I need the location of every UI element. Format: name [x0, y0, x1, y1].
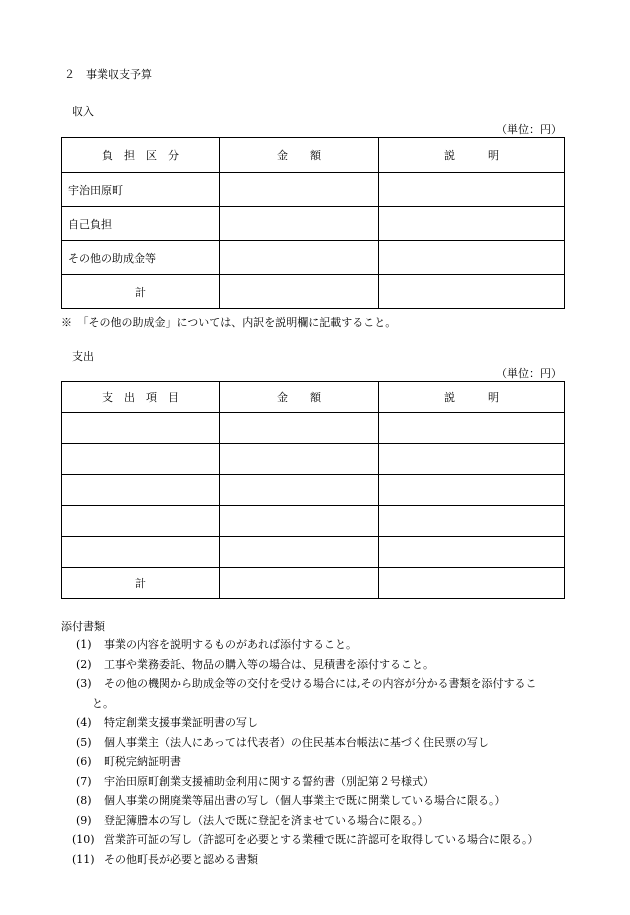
expense-total-description-cell[interactable] — [379, 568, 565, 599]
list-item-text: 個人事業主（法人にあっては代表者）の住民基本台帳法に基づく住民票の写し — [104, 735, 489, 749]
list-item-number: (1) — [76, 638, 92, 651]
expense-header-item: 支 出 項 目 — [62, 382, 220, 413]
expense-total-label: 計 — [62, 568, 220, 599]
list-item-number: (2) — [76, 657, 92, 671]
expense-item-cell[interactable] — [62, 506, 220, 537]
list-item-text: その他町長が必要と認める書類 — [104, 852, 258, 866]
expense-row — [62, 475, 565, 506]
income-total-row — [62, 275, 565, 309]
expense-description-cell[interactable] — [379, 506, 565, 537]
expense-item-cell[interactable] — [62, 444, 220, 475]
list-item-number: (7) — [76, 774, 92, 788]
income-header-row — [62, 138, 565, 173]
expense-table — [61, 381, 565, 599]
expense-item-cell[interactable] — [62, 413, 220, 444]
expense-amount-cell[interactable] — [220, 506, 379, 537]
expense-amount-cell[interactable] — [220, 444, 379, 475]
list-item-number: (9) — [76, 813, 92, 827]
income-unit: （単位：円） — [496, 123, 562, 136]
income-amount-cell[interactable] — [220, 207, 379, 241]
income-row — [62, 207, 565, 241]
income-amount-cell[interactable] — [220, 241, 379, 275]
income-row — [62, 241, 565, 275]
expense-item-cell[interactable] — [62, 537, 220, 568]
income-amount-cell[interactable] — [220, 173, 379, 207]
expense-row — [62, 537, 565, 568]
income-header-amount: 金 額 — [220, 138, 379, 173]
list-item-number: (8) — [76, 794, 92, 807]
expense-header-description: 説 明 — [379, 382, 565, 413]
income-total-amount-cell[interactable] — [220, 275, 379, 309]
list-item-text: 事業の内容を説明するものがあれば添付すること。 — [104, 638, 357, 651]
expense-row — [62, 413, 565, 444]
expense-description-cell[interactable] — [379, 444, 565, 475]
expense-item-cell[interactable] — [62, 475, 220, 506]
list-item-text: 宇治田原町創業支援補助金利用に関する誓約書（別記第２号様式） — [104, 774, 434, 788]
expense-total-amount-cell[interactable] — [220, 568, 379, 599]
list-item-number: (5) — [76, 735, 92, 749]
list-item-number: (6) — [76, 755, 92, 768]
income-row — [62, 173, 565, 207]
income-total-description-cell[interactable] — [379, 275, 565, 309]
expense-title: 支出 — [72, 350, 94, 363]
expense-total-row — [62, 568, 565, 599]
income-description-cell[interactable] — [379, 173, 565, 207]
income-row-label: その他の助成金等 — [62, 241, 220, 275]
expense-unit: （単位：円） — [496, 367, 562, 380]
list-item-text-continued: と。 — [92, 696, 114, 710]
list-item-text: 工事や業務委託、物品の購入等の場合は、見積書を添付すること。 — [104, 657, 434, 671]
income-total-label: 計 — [62, 275, 220, 309]
list-item-number: (4) — [76, 716, 92, 729]
expense-header-amount: 金 額 — [220, 382, 379, 413]
list-item-number: (3) — [76, 677, 92, 690]
income-table — [61, 137, 565, 309]
attachments-title: 添付書類 — [61, 620, 105, 633]
expense-header-row — [62, 382, 565, 413]
expense-amount-cell[interactable] — [220, 413, 379, 444]
income-title: 収入 — [72, 105, 94, 118]
expense-row — [62, 506, 565, 537]
expense-amount-cell[interactable] — [220, 475, 379, 506]
income-description-cell[interactable] — [379, 207, 565, 241]
income-row-label: 自己負担 — [62, 207, 220, 241]
expense-description-cell[interactable] — [379, 413, 565, 444]
expense-row — [62, 444, 565, 475]
income-note: ※ 「その他の助成金」については、内訳を説明欄に記載すること。 — [61, 316, 397, 329]
list-item-text: 特定創業支援事業証明書の写し — [104, 716, 258, 729]
list-item-number: (11) — [72, 852, 95, 866]
income-header-description: 説 明 — [379, 138, 565, 173]
income-description-cell[interactable] — [379, 241, 565, 275]
list-item-text: 営業許可証の写し（許認可を必要とする業種で既に許認可を取得している場合に限る。） — [104, 833, 539, 846]
section-heading: ２ 事業収支予算 — [64, 68, 152, 81]
list-item-text: 登記簿謄本の写し（法人で既に登記を済ませている場合に限る。） — [104, 813, 429, 827]
expense-description-cell[interactable] — [379, 475, 565, 506]
expense-amount-cell[interactable] — [220, 537, 379, 568]
list-item-text: 個人事業の開廃業等届出書の写し（個人事業主で既に開業している場合に限る。） — [104, 794, 506, 807]
income-row-label: 宇治田原町 — [62, 173, 220, 207]
list-item-number: (10) — [72, 833, 95, 846]
income-header-category: 負 担 区 分 — [62, 138, 220, 173]
list-item-text: 町税完納証明書 — [104, 755, 181, 768]
expense-description-cell[interactable] — [379, 537, 565, 568]
list-item-text: その他の機関から助成金等の交付を受ける場合には,その内容が分かる書類を添付するこ — [104, 677, 537, 690]
